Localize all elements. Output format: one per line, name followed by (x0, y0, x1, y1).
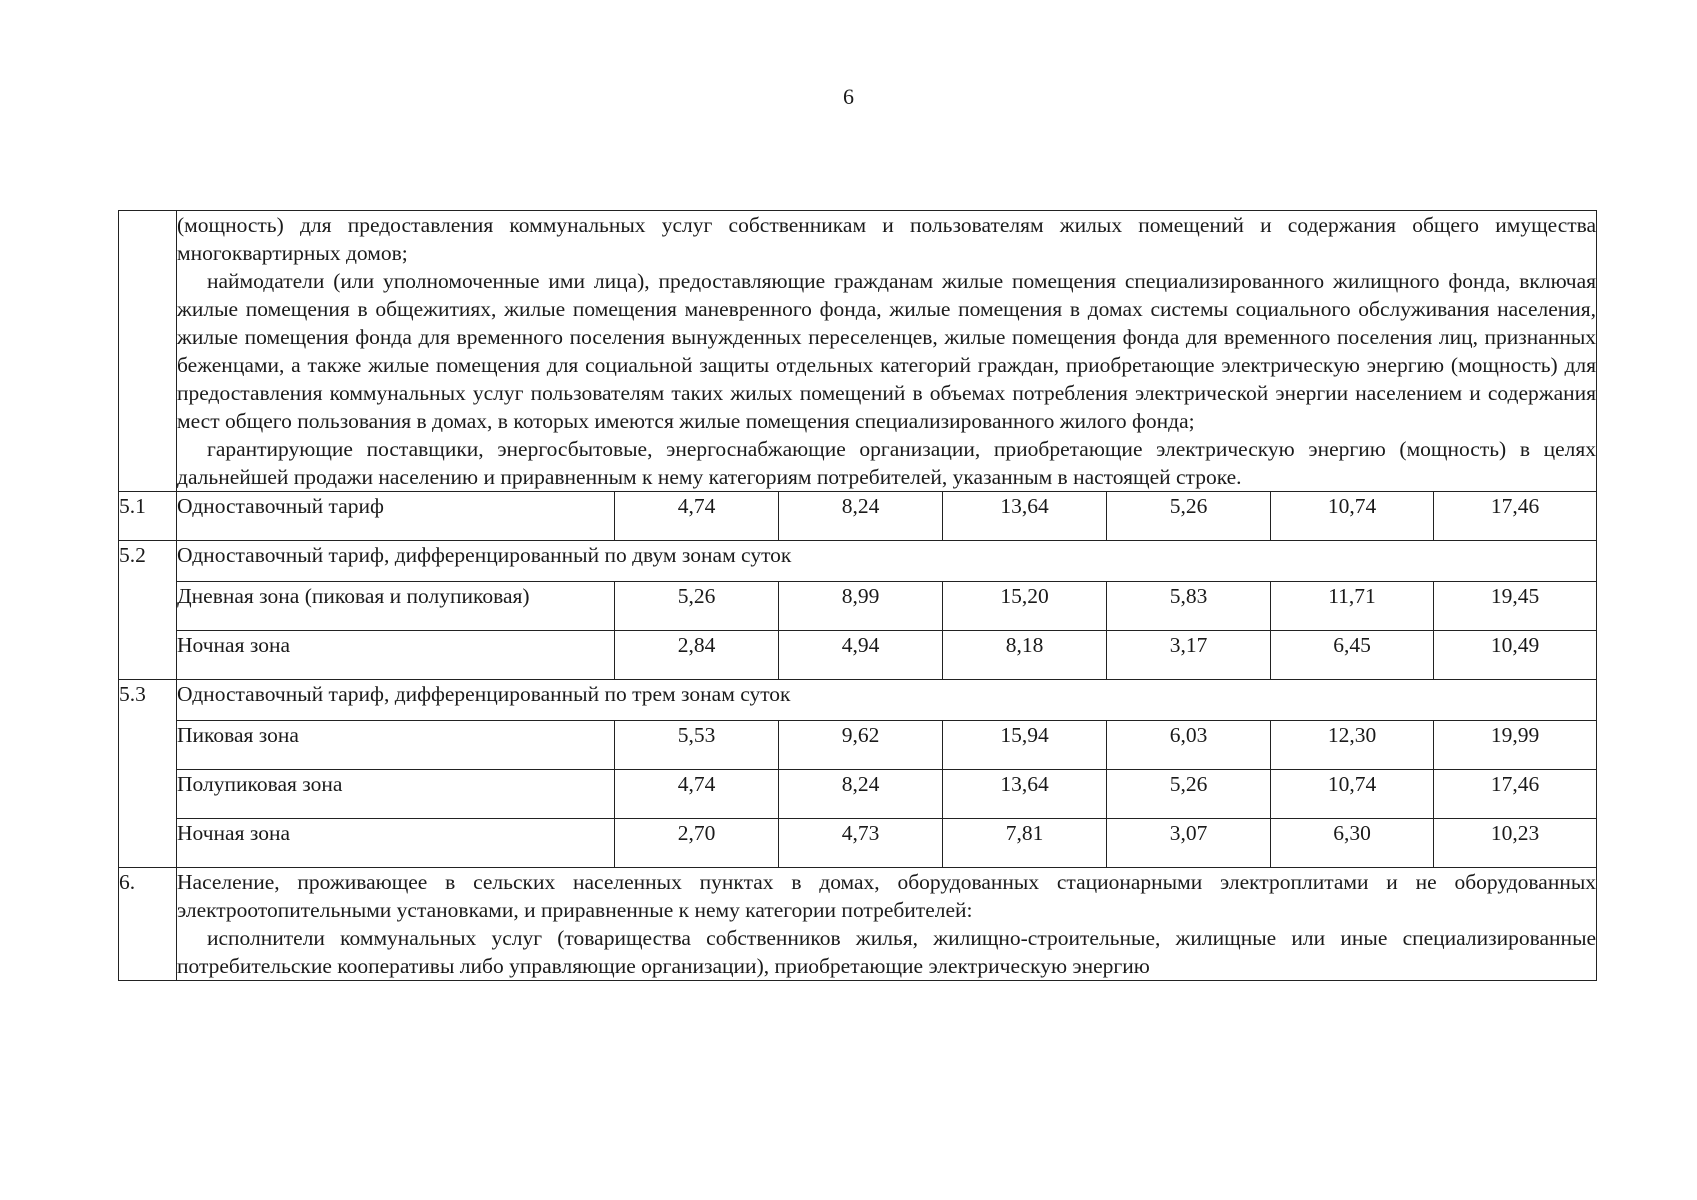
intro-paragraph: (мощность) для предоставления коммунальных услуг собственникам и пользователям жилых помещений и содержания общего имущества многоквартирных домов; (177, 213, 1597, 265)
tariff-value: 4,73 (779, 819, 943, 868)
tariff-value: 6,03 (1107, 721, 1271, 770)
tariff-label: Одноставочный тариф (177, 492, 615, 541)
tariff-value: 8,99 (779, 582, 943, 631)
intro-paragraph: наймодатели (или уполномоченные ими лица), предоставляющие гражданам жилые помещения специализированного жилищного фонда, включая жилые помещения в общежитиях, жилые помещения маневренного фонда, жилые помещения в домах системы социального обслуживания населения, жилые помещения фонда для временного поселения вынужденных переселенцев, жилые помещения фонда для временного поселения лиц, признанных беженцами, а также жилые помещения для социальной защиты отдельных категорий граждан, приобретающие электрическую энергию (мощность) для предоставления коммунальных услуг пользователям таких жилых помещений в объемах потребления электрической энергии населением и содержания мест общего пользования в домах, в которых имеются жилые помещения специализированного жилого фонда; (177, 269, 1597, 433)
zone-label: Ночная зона (177, 631, 615, 680)
tariff-value: 8,24 (779, 492, 943, 541)
table-row-6 (119, 868, 1597, 981)
tariff-value: 8,18 (943, 631, 1107, 680)
tariff-table (118, 210, 1597, 981)
tariff-value: 2,70 (615, 819, 779, 868)
row-6-paragraph: исполнители коммунальных услуг (товарищества собственников жилья, жилищно-строительные, жилищные или иные специализированные потребительские кооперативы либо управляющие организации), приобретающие электрическую энергию (177, 926, 1597, 978)
tariff-value: 4,94 (779, 631, 943, 680)
row-6-text (177, 868, 1597, 981)
page-number: 6 (843, 84, 854, 109)
table-row-intro (119, 211, 1597, 492)
table-row (119, 582, 1597, 631)
table-row-5-1 (119, 492, 1597, 541)
tariff-value: 2,84 (615, 631, 779, 680)
row-number-empty (119, 211, 177, 492)
table-row (119, 770, 1597, 819)
tariff-value: 7,81 (943, 819, 1107, 868)
table-row-5-2-heading (119, 541, 1597, 582)
tariff-value: 5,26 (615, 582, 779, 631)
tariff-value: 11,71 (1271, 582, 1434, 631)
tariff-value: 12,30 (1271, 721, 1434, 770)
intro-text (177, 211, 1597, 492)
row-number: 6. (119, 868, 177, 981)
intro-paragraph: гарантирующие поставщики, энергосбытовые, энергоснабжающие организации, приобретающие электрическую энергию (мощность) в целях дальнейшей продажи населению и приравненным к нему категориям потребителей, указанным в настоящей строке. (177, 437, 1597, 489)
tariff-value: 5,26 (1107, 770, 1271, 819)
tariff-value: 3,07 (1107, 819, 1271, 868)
zone-label: Ночная зона (177, 819, 615, 868)
tariff-value: 4,74 (615, 492, 779, 541)
table-row (119, 819, 1597, 868)
tariff-value: 17,46 (1434, 492, 1597, 541)
row-number: 5.1 (119, 492, 177, 541)
tariff-value: 17,46 (1434, 770, 1597, 819)
table-row (119, 631, 1597, 680)
tariff-value: 8,24 (779, 770, 943, 819)
tariff-value: 4,74 (615, 770, 779, 819)
tariff-value: 9,62 (779, 721, 943, 770)
zone-label: Дневная зона (пиковая и полупиковая) (177, 582, 615, 631)
row-number: 5.2 (119, 541, 177, 680)
zone-label: Пиковая зона (177, 721, 615, 770)
tariff-value: 15,20 (943, 582, 1107, 631)
tariff-value: 6,30 (1271, 819, 1434, 868)
row-6-paragraph: Население, проживающее в сельских населенных пунктах в домах, оборудованных стационарными электроплитами и не оборудованных электроотопительными установками, и приравненные к нему категории потребителей: (177, 870, 1597, 922)
table-row (119, 721, 1597, 770)
tariff-value: 6,45 (1271, 631, 1434, 680)
row-number: 5.3 (119, 680, 177, 868)
tariff-value: 13,64 (943, 770, 1107, 819)
section-heading: Одноставочный тариф, дифференцированный по трем зонам суток (177, 680, 1597, 721)
tariff-value: 3,17 (1107, 631, 1271, 680)
tariff-value: 5,26 (1107, 492, 1271, 541)
section-heading: Одноставочный тариф, дифференцированный по двум зонам суток (177, 541, 1597, 582)
tariff-value: 10,23 (1434, 819, 1597, 868)
tariff-value: 5,83 (1107, 582, 1271, 631)
tariff-value: 5,53 (615, 721, 779, 770)
tariff-value: 10,49 (1434, 631, 1597, 680)
tariff-value: 15,94 (943, 721, 1107, 770)
zone-label: Полупиковая зона (177, 770, 615, 819)
tariff-value: 19,45 (1434, 582, 1597, 631)
tariff-value: 10,74 (1271, 492, 1434, 541)
tariff-value: 10,74 (1271, 770, 1434, 819)
tariff-value: 19,99 (1434, 721, 1597, 770)
tariff-value: 13,64 (943, 492, 1107, 541)
table-row-5-3-heading (119, 680, 1597, 721)
